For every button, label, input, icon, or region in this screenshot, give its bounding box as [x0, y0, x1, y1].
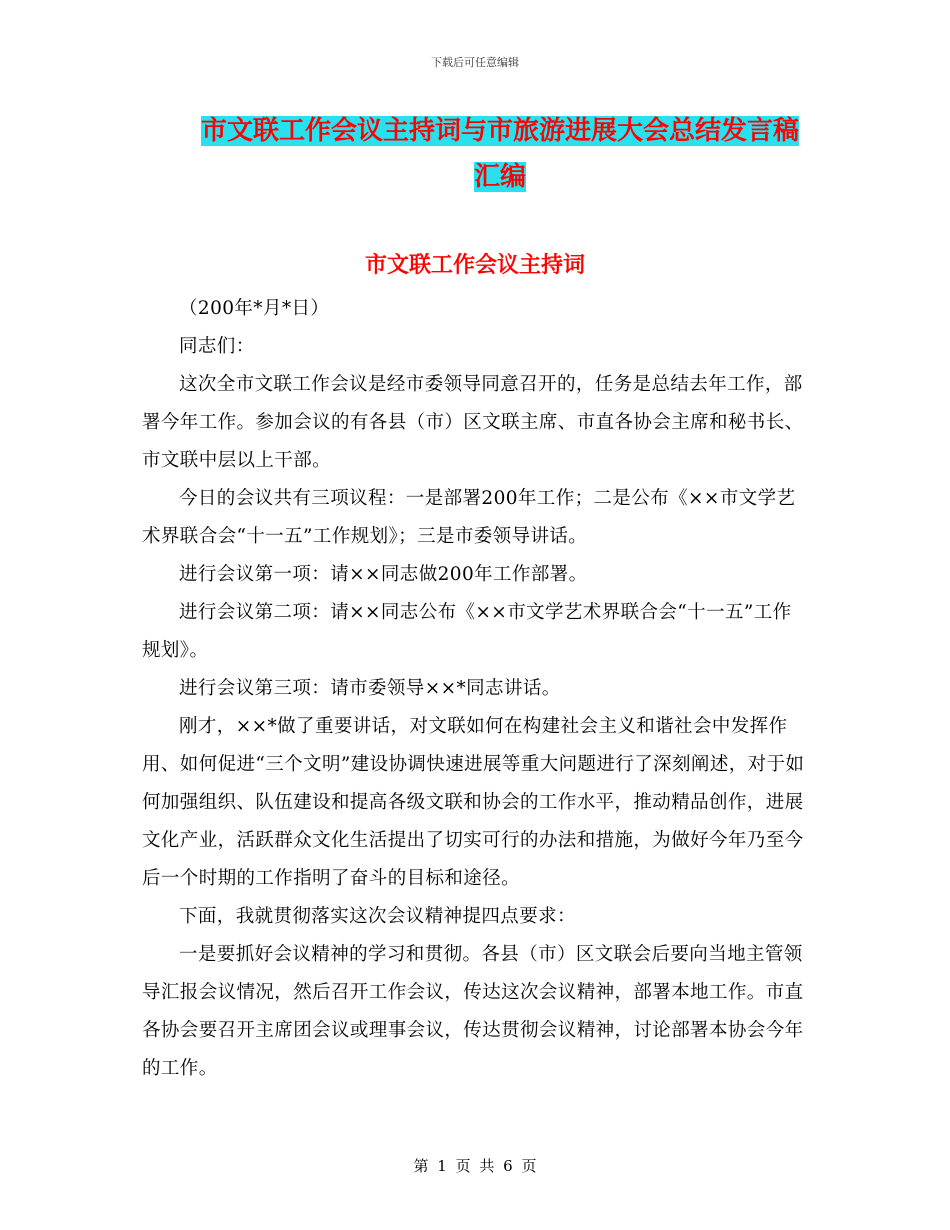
page-number-footer: 第 1 页 共 6 页 — [413, 1157, 537, 1175]
paragraph: 这次全市文联工作会议是经市委领导同意召开的，任务是总结去年工作，部署今年工作。参加会议的有各县（市）区文联主席、市直各协会主席和秘书长、市文联中层以上干部。 — [142, 374, 804, 471]
paragraph: 下面，我就贯彻落实这次会议精神提四点要求： — [179, 906, 576, 927]
document-title — [140, 108, 860, 200]
section-title: 市文联工作会议主持词 — [364, 253, 585, 278]
paragraph: 刚才，××*做了重要讲话，对文联如何在构建社会主义和谐社会中发挥作用、如何促进“三个文明”建设协调快速进展等重大问题进行了深刻阐述，对于如何加强组织、队伍建设和提高各级文联和协会的工作水平，推动精品创作，进展文化产业，活跃群众文化生活提出了切实可行的办法和措施，为做好今年乃至今后一个时期的工作指明了奋斗的目标和途径。 — [142, 716, 805, 889]
paragraph-date: （200年*月*日） — [179, 298, 330, 319]
paragraph: 进行会议第三项：请市委领导××*同志讲话。 — [179, 678, 561, 699]
document-title-line-2: 汇编 — [473, 162, 526, 192]
paragraph-greeting: 同志们： — [179, 336, 255, 357]
document-body — [142, 290, 810, 1088]
paragraph: 一是要抓好会议精神的学习和贯彻。各县（市）区文联会后要向当地主管领导汇报会议情况，然后召开工作会议，传达这次会议精神，部署本地工作。市直各协会要召开主席团会议或理事会议，传达贯彻会议精神，讨论部署本协会今年的工作。 — [142, 944, 804, 1079]
paragraph: 今日的会议共有三项议程：一是部署200年工作；二是公布《××市文学艺术界联合会“十一五”工作规划》；三是市委领导讲话。 — [142, 488, 796, 547]
header-note: 下载后可任意编辑 — [431, 56, 519, 69]
paragraph: 进行会议第一项：请××同志做200年工作部署。 — [179, 564, 588, 585]
document-title-line-1: 市文联工作会议主持词与市旅游进展大会总结发言稿 — [200, 116, 799, 146]
paragraph: 进行会议第二项：请××同志公布《××市文学艺术界联合会“十一五”工作规划》。 — [142, 602, 792, 661]
